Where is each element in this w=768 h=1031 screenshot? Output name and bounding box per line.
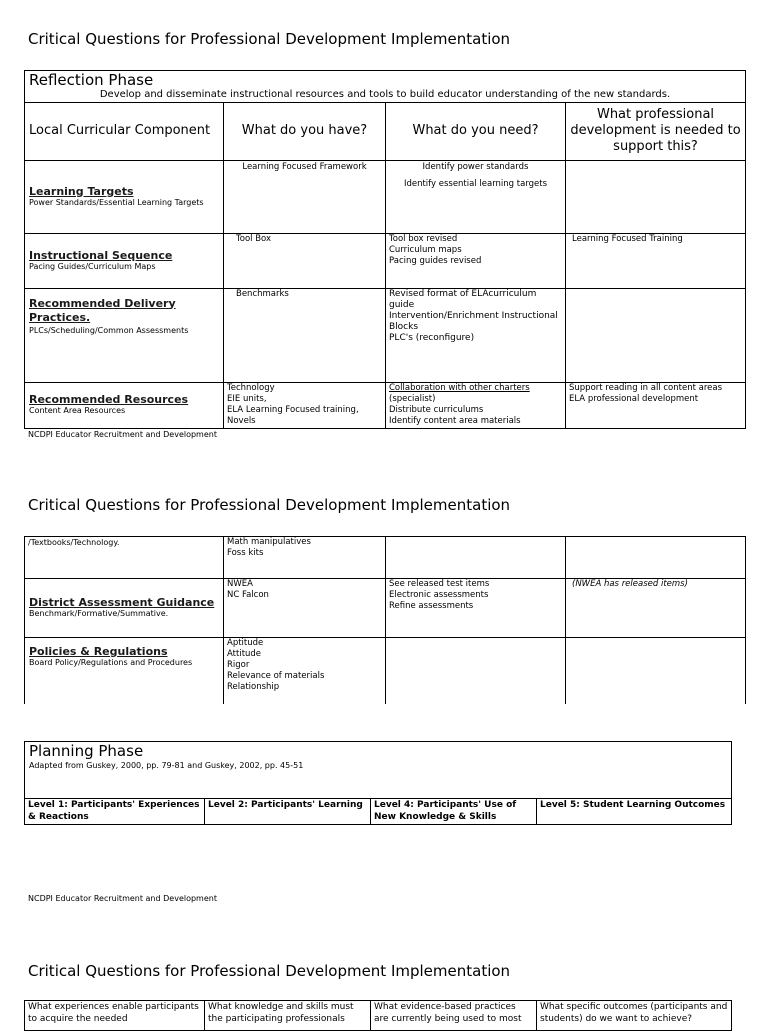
- pd-cell: [566, 382, 746, 428]
- page-title-1: Critical Questions for Professional Development Implementation: [28, 30, 511, 48]
- footer-1: NCDPI Educator Recruitment and Development: [28, 430, 217, 439]
- list-item: Electronic assessments: [389, 590, 489, 600]
- pd-cell: [566, 537, 746, 579]
- level-1: Level 1: Participants' Experiences & Reactions: [25, 799, 205, 825]
- have-cell: [224, 233, 386, 288]
- list-item: Learning Focused Framework: [242, 161, 367, 172]
- list-item: Collaboration with other charters: [389, 382, 530, 393]
- component-cell: [25, 579, 224, 638]
- questions-table: [24, 1000, 732, 1031]
- list-item: Attitude: [227, 649, 262, 659]
- component-subtitle: Benchmark/Formative/Summative.: [29, 609, 169, 618]
- pd-cell: [566, 160, 746, 233]
- list-item: ELA Learning Focused training,: [227, 404, 359, 415]
- header-pd: What professional development is needed to support this?: [566, 102, 746, 160]
- have-cell: [224, 160, 386, 233]
- list-item: Technology: [227, 382, 275, 393]
- component-cell: [25, 160, 224, 233]
- have-cell: [224, 638, 386, 704]
- list-item: Curriculum maps: [389, 244, 462, 255]
- need-cell: [386, 537, 566, 579]
- component-title: District Assessment Guidance: [29, 596, 215, 609]
- list-item: Aptitude: [227, 638, 264, 648]
- planning-header: [25, 742, 732, 799]
- component-subtitle: Power Standards/Essential Learning Targets: [29, 197, 204, 207]
- pd-cell: [566, 579, 746, 638]
- component-cell: [25, 537, 224, 579]
- have-cell: [224, 579, 386, 638]
- reflection-table: [24, 70, 746, 429]
- phase-title: Reflection Phase: [25, 71, 746, 90]
- list-item: Refine assessments: [389, 601, 474, 611]
- page-title-2: Critical Questions for Professional Development Implementation: [28, 496, 511, 514]
- component-cell: [25, 638, 224, 704]
- table-row: [25, 579, 746, 638]
- continuation-table: [24, 536, 746, 704]
- list-item: Tool box revised: [389, 233, 458, 244]
- list-item: (specialist): [389, 393, 436, 404]
- list-item: ELA professional development: [569, 393, 699, 404]
- list-item: Learning Focused Training: [572, 233, 683, 244]
- list-item: Novels: [227, 415, 256, 426]
- list-item: PLC's (reconfigure): [389, 332, 475, 343]
- need-cell: [386, 160, 566, 233]
- component-subtitle: PLCs/Scheduling/Common Assessments: [29, 325, 189, 335]
- table-row: [25, 233, 746, 288]
- list-item: Intervention/Enrichment Instructional Blocks: [389, 310, 558, 332]
- list-item: Distribute curriculums: [389, 404, 484, 415]
- component-cell: [25, 288, 224, 382]
- table-row: [25, 638, 746, 704]
- level-5: Level 5: Student Learning Outcomes: [537, 799, 732, 825]
- component-subtitle: Content Area Resources: [29, 406, 126, 415]
- list-item: Identify power standards: [422, 161, 529, 172]
- list-item: Rigor: [227, 660, 250, 670]
- have-cell: [224, 382, 386, 428]
- list-item: NC Falcon: [227, 590, 269, 600]
- list-item: Math manipulatives: [227, 537, 311, 547]
- list-item: Benchmarks: [236, 288, 289, 299]
- need-cell: [386, 638, 566, 704]
- list-item: Identify essential learning targets: [403, 178, 548, 189]
- planning-adapted: Adapted from Guskey, 2000, pp. 79-81 and Guskey, 2002, pp. 45-51: [29, 761, 304, 770]
- have-cell: [224, 288, 386, 382]
- need-cell: [386, 288, 566, 382]
- component-title: Instructional Sequence: [29, 248, 173, 262]
- need-cell: [386, 233, 566, 288]
- component-subtitle: Pacing Guides/Curriculum Maps: [29, 261, 156, 271]
- component-title: Policies & Regulations: [29, 645, 168, 658]
- list-item: EIE units,: [227, 393, 267, 404]
- question-1: What experiences enable participants to acquire the needed: [25, 1001, 205, 1031]
- header-component: Local Curricular Component: [25, 102, 224, 160]
- table-row: [25, 537, 746, 579]
- page-title-3: Critical Questions for Professional Development Implementation: [28, 962, 511, 980]
- planning-table: [24, 741, 732, 825]
- list-item: Relevance of materials: [227, 671, 325, 681]
- pd-cell: [566, 288, 746, 382]
- list-item: NWEA: [227, 579, 253, 589]
- have-cell: [224, 537, 386, 579]
- list-item: Relationship: [227, 682, 280, 692]
- level-2: Level 2: Participants' Learning: [205, 799, 371, 825]
- footer-2: NCDPI Educator Recruitment and Development: [28, 894, 217, 903]
- table-row: [25, 160, 746, 233]
- table-row: [25, 382, 746, 428]
- question-4: What specific outcomes (participants and students) do we want to achieve?: [537, 1001, 732, 1031]
- list-item: Identify content area materials: [389, 415, 521, 426]
- list-item: (NWEA has released items): [572, 579, 688, 589]
- list-item: Support reading in all content areas: [569, 382, 723, 393]
- component-cell: [25, 233, 224, 288]
- question-2: What knowledge and skills must the participating professionals: [205, 1001, 371, 1031]
- component-subtitle: Board Policy/Regulations and Procedures: [29, 658, 193, 667]
- component-title: Recommended Delivery Practices.: [29, 296, 176, 324]
- component-subtitle: /Textbooks/Technology.: [28, 538, 120, 547]
- need-cell: [386, 382, 566, 428]
- list-item: Foss kits: [227, 548, 264, 558]
- list-item: See released test items: [389, 579, 490, 589]
- need-cell: [386, 579, 566, 638]
- level-4: Level 4: Participants' Use of New Knowledge & Skills: [371, 799, 537, 825]
- question-3: What evidence-based practices are currently being used to most: [371, 1001, 537, 1031]
- header-need: What do you need?: [386, 102, 566, 160]
- pd-cell: [566, 638, 746, 704]
- component-cell: [25, 382, 224, 428]
- list-item: Tool Box: [236, 233, 272, 244]
- list-item: Revised format of ELAcurriculum guide: [389, 288, 537, 310]
- header-have: What do you have?: [224, 102, 386, 160]
- phase-subtitle: Develop and disseminate instructional resources and tools to build educator understanding of the new standards.: [25, 89, 746, 102]
- table-row: [25, 288, 746, 382]
- component-title: Learning Targets: [29, 184, 134, 198]
- component-title: Recommended Resources: [29, 393, 189, 406]
- planning-phase-title: Planning Phase: [29, 742, 144, 760]
- pd-cell: [566, 233, 746, 288]
- list-item: Pacing guides revised: [389, 255, 482, 266]
